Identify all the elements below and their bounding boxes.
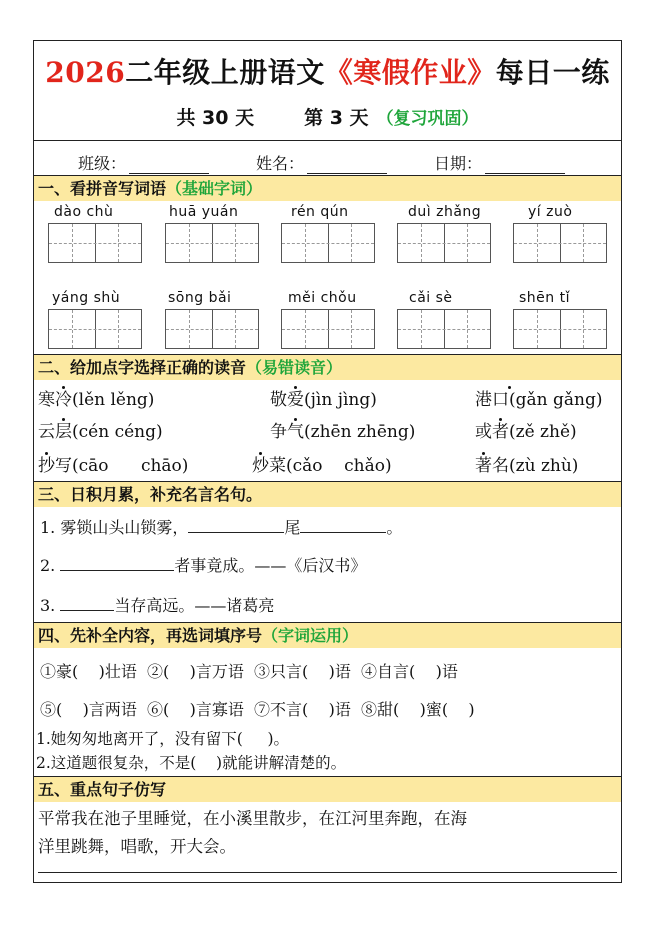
title-homework: 《寒假作业》 — [324, 56, 496, 89]
idiom-row-2[interactable]: ⑤( )言两语 ⑥( )言寡语 ⑦不言( )语 ⑧甜( )蜜( ) — [40, 700, 475, 719]
pinyin-choice[interactable]: (gǎn gǎng) — [509, 390, 603, 410]
pronunciation-item — [252, 451, 392, 476]
name-blank[interactable] — [307, 157, 387, 174]
writing-grid[interactable] — [48, 223, 142, 263]
quote-text: 尾 — [284, 518, 301, 537]
section5-title: 五、重点句子仿写 — [38, 780, 167, 799]
dotted-char: 气 — [287, 422, 304, 442]
pinyin-label: shēn tǐ — [519, 290, 570, 306]
pronunciation-item — [475, 451, 578, 476]
writing-grid[interactable] — [513, 309, 607, 349]
section2-header — [34, 354, 621, 380]
pinyin-label: měi chǒu — [288, 290, 357, 306]
page-title — [34, 51, 621, 91]
quote-text: 2. — [40, 556, 56, 575]
pinyin-choice[interactable]: 菜(cǎo chǎo) — [269, 456, 392, 476]
answer-blank[interactable] — [60, 555, 174, 571]
current-day: 第 3 天 — [304, 107, 369, 129]
writing-grid[interactable] — [397, 309, 491, 349]
class-blank[interactable] — [129, 157, 209, 174]
pinyin-choice[interactable]: (zhēn zhēng) — [304, 422, 416, 442]
pronunciation-item — [38, 451, 188, 476]
section1-title: 一、看拼音写词语 — [38, 179, 167, 198]
dotted-char: 冷 — [55, 390, 72, 410]
word-part: 云 — [38, 422, 55, 442]
pinyin-choice[interactable]: 写(cāo chāo) — [55, 456, 189, 476]
word-part: 敬 — [270, 390, 287, 410]
dotted-char: 炒 — [252, 456, 269, 476]
class-label: 班级： — [78, 154, 127, 173]
word-part: 港口 — [475, 390, 509, 410]
pinyin-choice[interactable]: (cén céng) — [72, 422, 163, 442]
answer-blank[interactable] — [188, 517, 284, 533]
pinyin-label: dào chù — [54, 204, 114, 220]
section1-header — [34, 175, 621, 201]
word-part: 或 — [475, 422, 492, 442]
pinyin-label: sōng bǎi — [168, 290, 232, 306]
name-label: 姓名： — [256, 154, 305, 173]
dotted-char: 者 — [492, 422, 509, 442]
fill-question-1[interactable]: 1.她匆匆地离开了，没有留下( )。 — [36, 730, 290, 748]
dotted-char: 层 — [55, 422, 72, 442]
writing-grid[interactable] — [48, 309, 142, 349]
section5-header — [34, 776, 621, 802]
pinyin-choice[interactable]: (zě zhě) — [509, 422, 577, 442]
word-part: 争 — [270, 422, 287, 442]
pronunciation-item — [38, 385, 154, 410]
pronunciation-item — [270, 385, 377, 410]
writing-grid[interactable] — [397, 223, 491, 263]
writing-line[interactable] — [38, 872, 617, 873]
answer-blank[interactable] — [60, 595, 114, 611]
title-grade: 二年级上册语文 — [125, 56, 325, 89]
subtitle — [34, 103, 621, 133]
quote-line-1 — [40, 515, 402, 538]
section2-title: 二、给加点字选择正确的读音 — [38, 358, 247, 377]
worksheet — [33, 40, 622, 883]
dotted-char: 著 — [475, 456, 492, 476]
quote-text: 者事竟成。——《后汉书》 — [174, 556, 367, 575]
quote-text: 3. — [40, 596, 56, 615]
dotted-char: 爱 — [287, 390, 304, 410]
date-blank[interactable] — [485, 157, 565, 174]
section4-header — [34, 622, 621, 648]
pronunciation-item — [475, 385, 602, 410]
pinyin-choice[interactable]: (lěn lěng) — [72, 390, 155, 410]
pronunciation-item — [38, 417, 163, 442]
pinyin-label: rén qún — [291, 204, 349, 220]
date-label: 日期： — [434, 154, 483, 173]
sample-sentence-line-1: 平常我在池子里睡觉，在小溪里散步，在江河里奔跑，在海 — [38, 809, 467, 828]
info-row — [34, 145, 621, 179]
writing-grid[interactable] — [513, 223, 607, 263]
writing-grid[interactable] — [281, 309, 375, 349]
word-part: 寒 — [38, 390, 55, 410]
name-field[interactable] — [256, 151, 387, 174]
pinyin-label: cǎi sè — [409, 290, 453, 306]
dotted-char: 抄 — [38, 456, 55, 476]
section4-tag: （字词运用） — [262, 626, 359, 645]
title-year: 2026 — [45, 56, 126, 89]
quote-text: 。 — [386, 518, 403, 537]
section1-tag: （基础字词） — [166, 179, 263, 198]
pinyin-choice[interactable]: (jìn jìng) — [304, 390, 377, 410]
total-days: 共 30 天 — [176, 107, 255, 129]
section3-title: 三、日积月累，补充名言名句。 — [38, 485, 263, 504]
quote-text: 当存高远。——诸葛亮 — [114, 596, 275, 615]
idiom-row-1[interactable]: ①豪( )壮语 ②( )言万语 ③只言( )语 ④自言( )语 — [40, 662, 458, 681]
pronunciation-item — [270, 417, 415, 442]
quote-line-3 — [40, 593, 274, 616]
writing-grid[interactable] — [165, 223, 259, 263]
review-tag: （复习巩固） — [376, 109, 479, 129]
section4-title: 四、先补全内容，再选词填序号 — [38, 626, 263, 645]
quote-line-2 — [40, 553, 366, 576]
pinyin-choice[interactable]: 名(zù zhù) — [492, 456, 579, 476]
title-daily: 每日一练 — [495, 56, 610, 89]
pinyin-label: yí zuò — [528, 204, 573, 220]
section2-tag: （易错读音） — [246, 358, 343, 377]
pronunciation-item — [475, 417, 577, 442]
quote-text: 1. 雾锁山头山锁雾， — [40, 518, 189, 537]
divider — [34, 140, 621, 141]
answer-blank[interactable] — [300, 517, 386, 533]
writing-grid[interactable] — [281, 223, 375, 263]
writing-grid[interactable] — [165, 309, 259, 349]
section3-header — [34, 481, 621, 507]
date-field[interactable] — [434, 151, 565, 174]
pinyin-label: duì zhǎng — [408, 204, 482, 220]
sample-sentence-line-2: 洋里跳舞，唱歌，开大会。 — [38, 837, 236, 856]
pinyin-label: yáng shù — [52, 290, 121, 306]
pinyin-label: huā yuán — [169, 204, 239, 220]
class-field[interactable] — [78, 151, 209, 174]
fill-question-2[interactable]: 2.这道题很复杂，不是( )就能讲解清楚的。 — [36, 754, 347, 772]
